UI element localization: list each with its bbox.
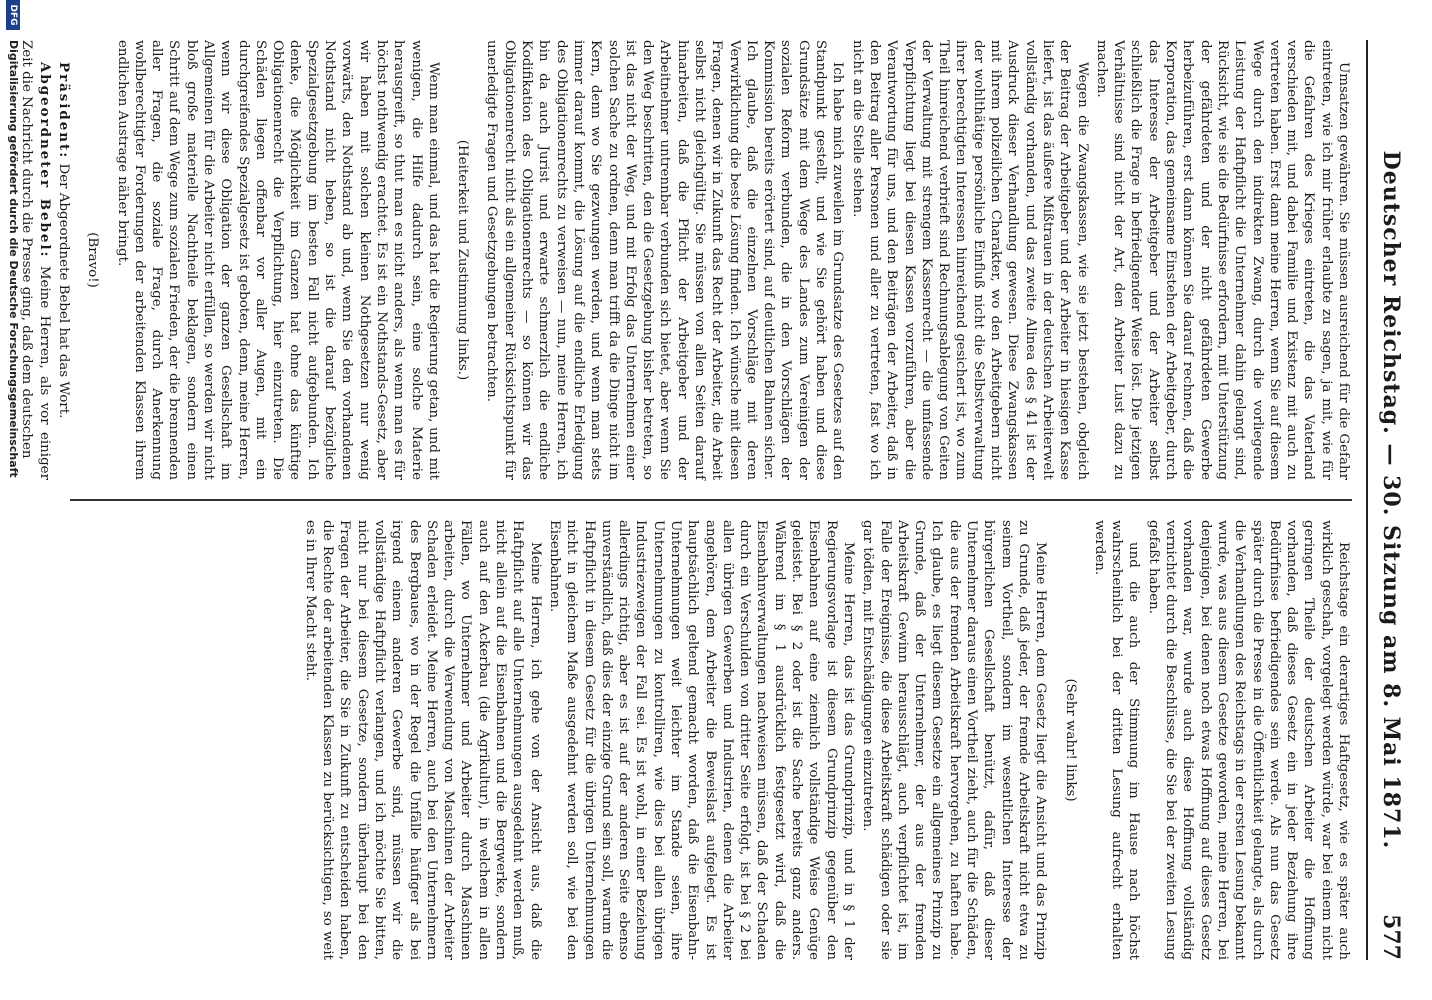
page-title: Deutscher Reichstag. — 30. Sitzung am 8. Mai 1871. [1378,150,1404,850]
right-paragraph-5: Meine Herren, das ist das Grundprinzip, und in § 1 der Regierungsvorlage ist diesem Grundprinzip gegenüber den Eisenbahnen auf eine ziemlich vollständige Weise Genüge geleistet. Bei § 2 oder ist die Sache bereits ganz anders. Während im § 1 ausdrücklich festgesetzt wird, daß die Eisenbahnverwaltungen nachweisen müssen, daß der Schaden durch ein Verschulden von dritter Seite erfolgt, ist bei § 2 bei allen übrigen Gewerben und Industrien, denen die Arbeiter angehören, dem Arbeiter die Beweislast aufgelegt. Es ist hauptsächlich geltend gemacht worden, daß die Eisenbahn-Unternehmungen weit leichter im Stande seien, ihre Unternehmungen zu kontrolliren, wie dies bei allen übrigen Industriezweigen der Fall sei. Es ist wohl, in einer Beziehung allerdings richtig, aber es ist auf der anderen Seite ebenso unverständlich, daß dies der einzige Grund sein soll, warum die Haftpflicht in diesem Gesetz für die übrigen Unternehmungen nicht in gleichem Maße ausgedehnt werden soll, wie bei den Eisenbahnen. [546,520,856,960]
stage-direction-applause: (Heiterkeit und Zustimmung links.) [455,139,471,381]
digitization-note: Digitalisierung gefördert durch die Deutsche Forschungsgemeinschaft [7,40,20,478]
right-paragraph-6: Meine Herren, ich gehe von der Ansicht aus, daß die Haftpflicht auf alle Unternehmungen ausgedehnt werden muß, nicht allein auf die Eisenbahnen und die Bergwerke, sondern auch auf den Ackerbau (die Agrikultur), in welchem in allen Fällen, wo Unternehmer und Arbeiter durch Maschinen arbeiten, durch die Verwendung von Maschinen der Arbeiter Schaden erleidet. Meine Herren, auch bei den Unternehmern des Bergbaues, wo in der Regel die Unfälle häufiger als bei irgend einem anderen Gewerbe sind, müssen wir die vollständige Haftpflicht verlangen, und ich möchte Sie bitten, nicht nur bei diesem Gesetze, sondern überhaupt bei den Fragen der Arbeiter, die Sie in Zukunft zu entscheiden haben, die Rechte der arbeitenden Klassen zu berücksichtigen, so weit es in Ihrer Macht steht. [302,520,543,960]
left-paragraph-5: Wenn man einmal, und das hat die Regierung getan, und mit wenigen, die Hilfe dadurch sein, eine solche Materie herausgreift, so thut man es nicht anders, als wenn man es für höchst nothwendig erachtet. Es ist ein Nothstands-Gesetz, aber wir haben mit solchen kleinen Nothgesetzen nur wenig vorwärts, den Nothstand ab und, wenn Sie den vorhandenen Nothstand nicht heben, so ist die darauf bezügliche Spezialgesetzgebung im besten Fall nicht aufgebunden. Ich denke, die Möglichkeit im Ganzen hat ohne das künftige Obligationenrecht die Verpflichtung, hier einzutreten. Die Schäden liegen offenbar vor aller Augen, mit ein durchgreifendes Spezialgesetz ist geboten, denn, meine Herren, wenn wir diese Obligation der ganzen Gesellschaft im Allgemeinen für die Arbeiter nicht erfüllen, so werden wir nicht bloß große materielle Nachtheile beklagen, sondern einen Schritt auf dem Wege zum sozialen Frieden, der die brennenden aller Fragen, die soziale Frage, durch Anerkennung wohlberechtigter Forderungen der arbeitenden Klassen ihrem endlichen Austrage näher bringt. [114,40,441,480]
speaker-bebel: Abgeordneter Bebel: [36,62,53,259]
right-paragraph-2: und die auch der Stimmung im Hause nach höchst wahrscheinlich bei der dritten Lesung aufrecht erhalten werden. [1091,520,1142,960]
left-paragraph-1: Umsatzen gewähren. Sie müssen ausreichend für die Gefahr eintreten, wie ich mir früher erlaubte zu sagen, ja mit, wie für die Gefahren des Krieges eintreten, die das Vaterland verschieden mit, und dabei Familie und Existenz mit auch zu vertreten haben. Erst dann meine Herren, wenn Sie auf diesem Wege durch den indirekten Zwang, durch die vorliegende Leistung der Haftpflicht die Unternehmer dahin gelangt sind, Rücksicht, wie sie die Bedürfnisse erfordern, mit Unterstützung der gefährdeten und der nicht gefährdeten Gewerbe herbeizuführen, erst dann können Sie darauf rechnen, daß die Korporation, das gemeinsame Einstehen der Arbeitgeber, durch das Interesse der Arbeitgeber und der Arbeiter selbst schließlich die Frage in befriedigender Weise löst. Die jetzigen Verhältnisse sind nicht der Art, den Arbeiter Lust dazu zu machen. [1093,40,1351,480]
bebel-text: Meine Herren, als vor einiger Zeit die Nachricht durch die Presse ging, daß dem deutschen [19,40,52,480]
left-paragraph-3: Ich habe mich zuweilen im Grundsatze des Gesetzes auf den Standpunkt gestellt, und wie Sie gehört haben und diese Grundsätze mit dem Wege des Landes zum Vereinigen der sozialen Reform verbunden, die in den Vorschlägen der Kommission bereits erörtert sind, auf deutlichen Bahnen sicher. Ich glaube, daß die einzelnen Vorschläge mit deren Verwirklichung die beste Lösung finden. Ich wünsche mit diesen Fragen, denen wir in Zukunft das Recht der Arbeiter, die Arbeit selbst nicht gleichgültig. Sie müssen von allen Seiten darauf hinarbeiten, daß die Pflicht der Arbeitgeber und der Arbeitnehmer untrennbar verbunden sich bietet, aber wenn Sie den Weg beschritten, den die Gesetzgebung bisher betreten, so ist das nicht der Weg, und mit Erfolg das Unternehmen einer solchen Sache zu ordnen, denn man trifft da die Dinge nicht im Kern, denn wo Sie gezwungen werden, und wenn man stets immer darauf kommt, die Lösung auf die endliche Erledigung des Obligationenrechts zu verweisen — nun, meine Herren, ich bin da auch Jurist und erwarte schmerzlich die endliche Kodifikation des Obligationenrechts — so können wir das Obligationenrecht nicht als ein allgemeiner Rücksichtspunkt für unerledigte Fragen und Gesetzgebungen betrachten. [484,40,846,480]
president-statement [55,40,72,480]
dfg-logo: DFG [6,0,20,30]
speaker-president: Präsident: [55,62,72,160]
left-column [19,40,1352,480]
column-divider [70,499,1352,501]
page-header [1366,40,1412,960]
page-number: 577 [1378,914,1404,960]
right-paragraph-4: Meine Herren, dem Gesetz liegt die Ansicht und das Prinzip zu Grunde, daß jeder, der fremde Arbeitskraft nicht etwa zu seinem Vortheil, sondern im wesentlichen Interesse der bürgerlichen Gesellschaft benützt, dafür, daß dieser Unternehmer daraus einen Vortheil zieht, auch für die Schäden, die aus der fremden Arbeitskraft hervorgehen, zu haften habe. Ich glaube, es liegt diesem Gesetze ein allgemeines Prinzip zu Grunde, daß der Unternehmer, der aus der fremden Arbeitskraft Gewinn herausschlägt, auch verpflichtet ist, im Falle der Ereignisse, die diese Arbeitskraft schädigen oder sie gar tödten, mit Entschädigungen einzutreten. [860,520,1049,960]
bebel-statement [18,40,53,480]
president-text: Der Abgeordnete Bebel hat das Wort. [55,163,71,419]
right-column [60,520,1352,960]
right-paragraph-1: Reichstage ein derartiges Haftgesetz, wie es später auch wirklich geschah, vorgelegt werden würde, war bei einem nicht geringen Theile der deutschen Arbeiter die Hoffnung vorhanden, daß dieses Gesetz ein in jeder Beziehung ihre Bedürfnisse befriedigendes sein werde. Als nun das Gesetz später durch die Presse in die Öffentlichkeit gelangte, als durch die Verhandlungen des Reichstags in der ersten Lesung bekannt wurde, was aus diesem Gesetze geworden, meine Herren, bei denjenigen, bei denen noch etwas Hoffnung auf dieses Gesetz vorhanden war, wurde auch diese Hoffnung vollständig vernichtet durch die Beschlüsse, die Sie bei der zweiten Lesung gefaßt haben. [1145,520,1351,960]
stage-direction-bravo: (Bravo!) [85,232,101,288]
left-paragraph-2: Wegen die Zwangskassen, wie sie jetzt bestehen, obgleich der Beitrag der Arbeitgeber und der Arbeiter in hiesigen Kasse liefert, ist das äußere Mißtrauen in der deutschen Arbeiterwelt vollständig vorhanden, und das zweite Alinea des § 41 ist der Ausdruck dieser Verhandlung gewesen. Diese Zwangskassen mit ihrem polizeilichen Charakter, wo den Arbeitgebern nicht der wohlthätige persönliche Einfluß nicht die Selbstverwaltung ihrer berechtigten Interessen hinreichend gesichert ist, wo zum Theil hinreichend verbrieft sind Rechnungsablegung von Geiten der Verwaltung mit strengem Kassenrecht — die umfassende Verpflichtung liegt bei diesen Kassen vorzuführen, aber die Verantwortung für uns, und den Beiträgen der Arbeiter, daß in den Beitrag aller Personen und aller zu vertreten, fast wo ich nicht an die Stelle stehen. [849,40,1090,480]
stage-direction-sehr-wahr: (Sehr wahr! links) [1062,678,1078,802]
